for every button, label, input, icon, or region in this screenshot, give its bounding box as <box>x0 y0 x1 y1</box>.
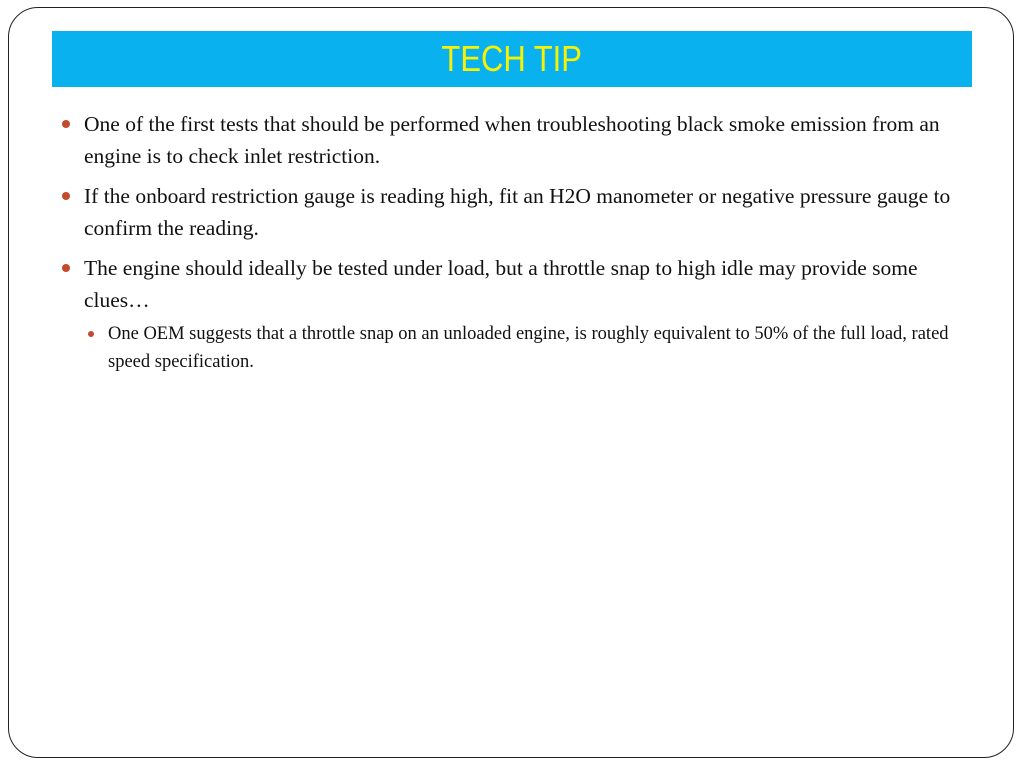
bullet-item <box>60 252 960 316</box>
slide-content <box>60 108 960 376</box>
bullet-dot-icon <box>62 192 70 200</box>
bullet-text: One of the first tests that should be performed when troubleshooting black smoke emission from an engine is to check inlet restriction. <box>84 112 940 168</box>
bullet-item <box>60 108 960 172</box>
sub-bullet-dot-icon <box>88 331 94 337</box>
bullet-dot-icon <box>62 264 70 272</box>
bullet-text: If the onboard restriction gauge is reading high, fit an H2O manometer or negative pressure gauge to confirm the reading. <box>84 184 951 240</box>
title-bar <box>52 31 972 87</box>
sub-bullet-text: One OEM suggests that a throttle snap on an unloaded engine, is roughly equivalent to 50% of the full load, rated speed specification. <box>108 324 949 372</box>
sub-bullet-item <box>84 320 960 376</box>
bullet-dot-icon <box>62 120 70 128</box>
bullet-text: The engine should ideally be tested under load, but a throttle snap to high idle may provide some clues… <box>84 256 918 312</box>
bullet-item <box>60 180 960 244</box>
slide-title: TECH TIP <box>441 38 583 79</box>
